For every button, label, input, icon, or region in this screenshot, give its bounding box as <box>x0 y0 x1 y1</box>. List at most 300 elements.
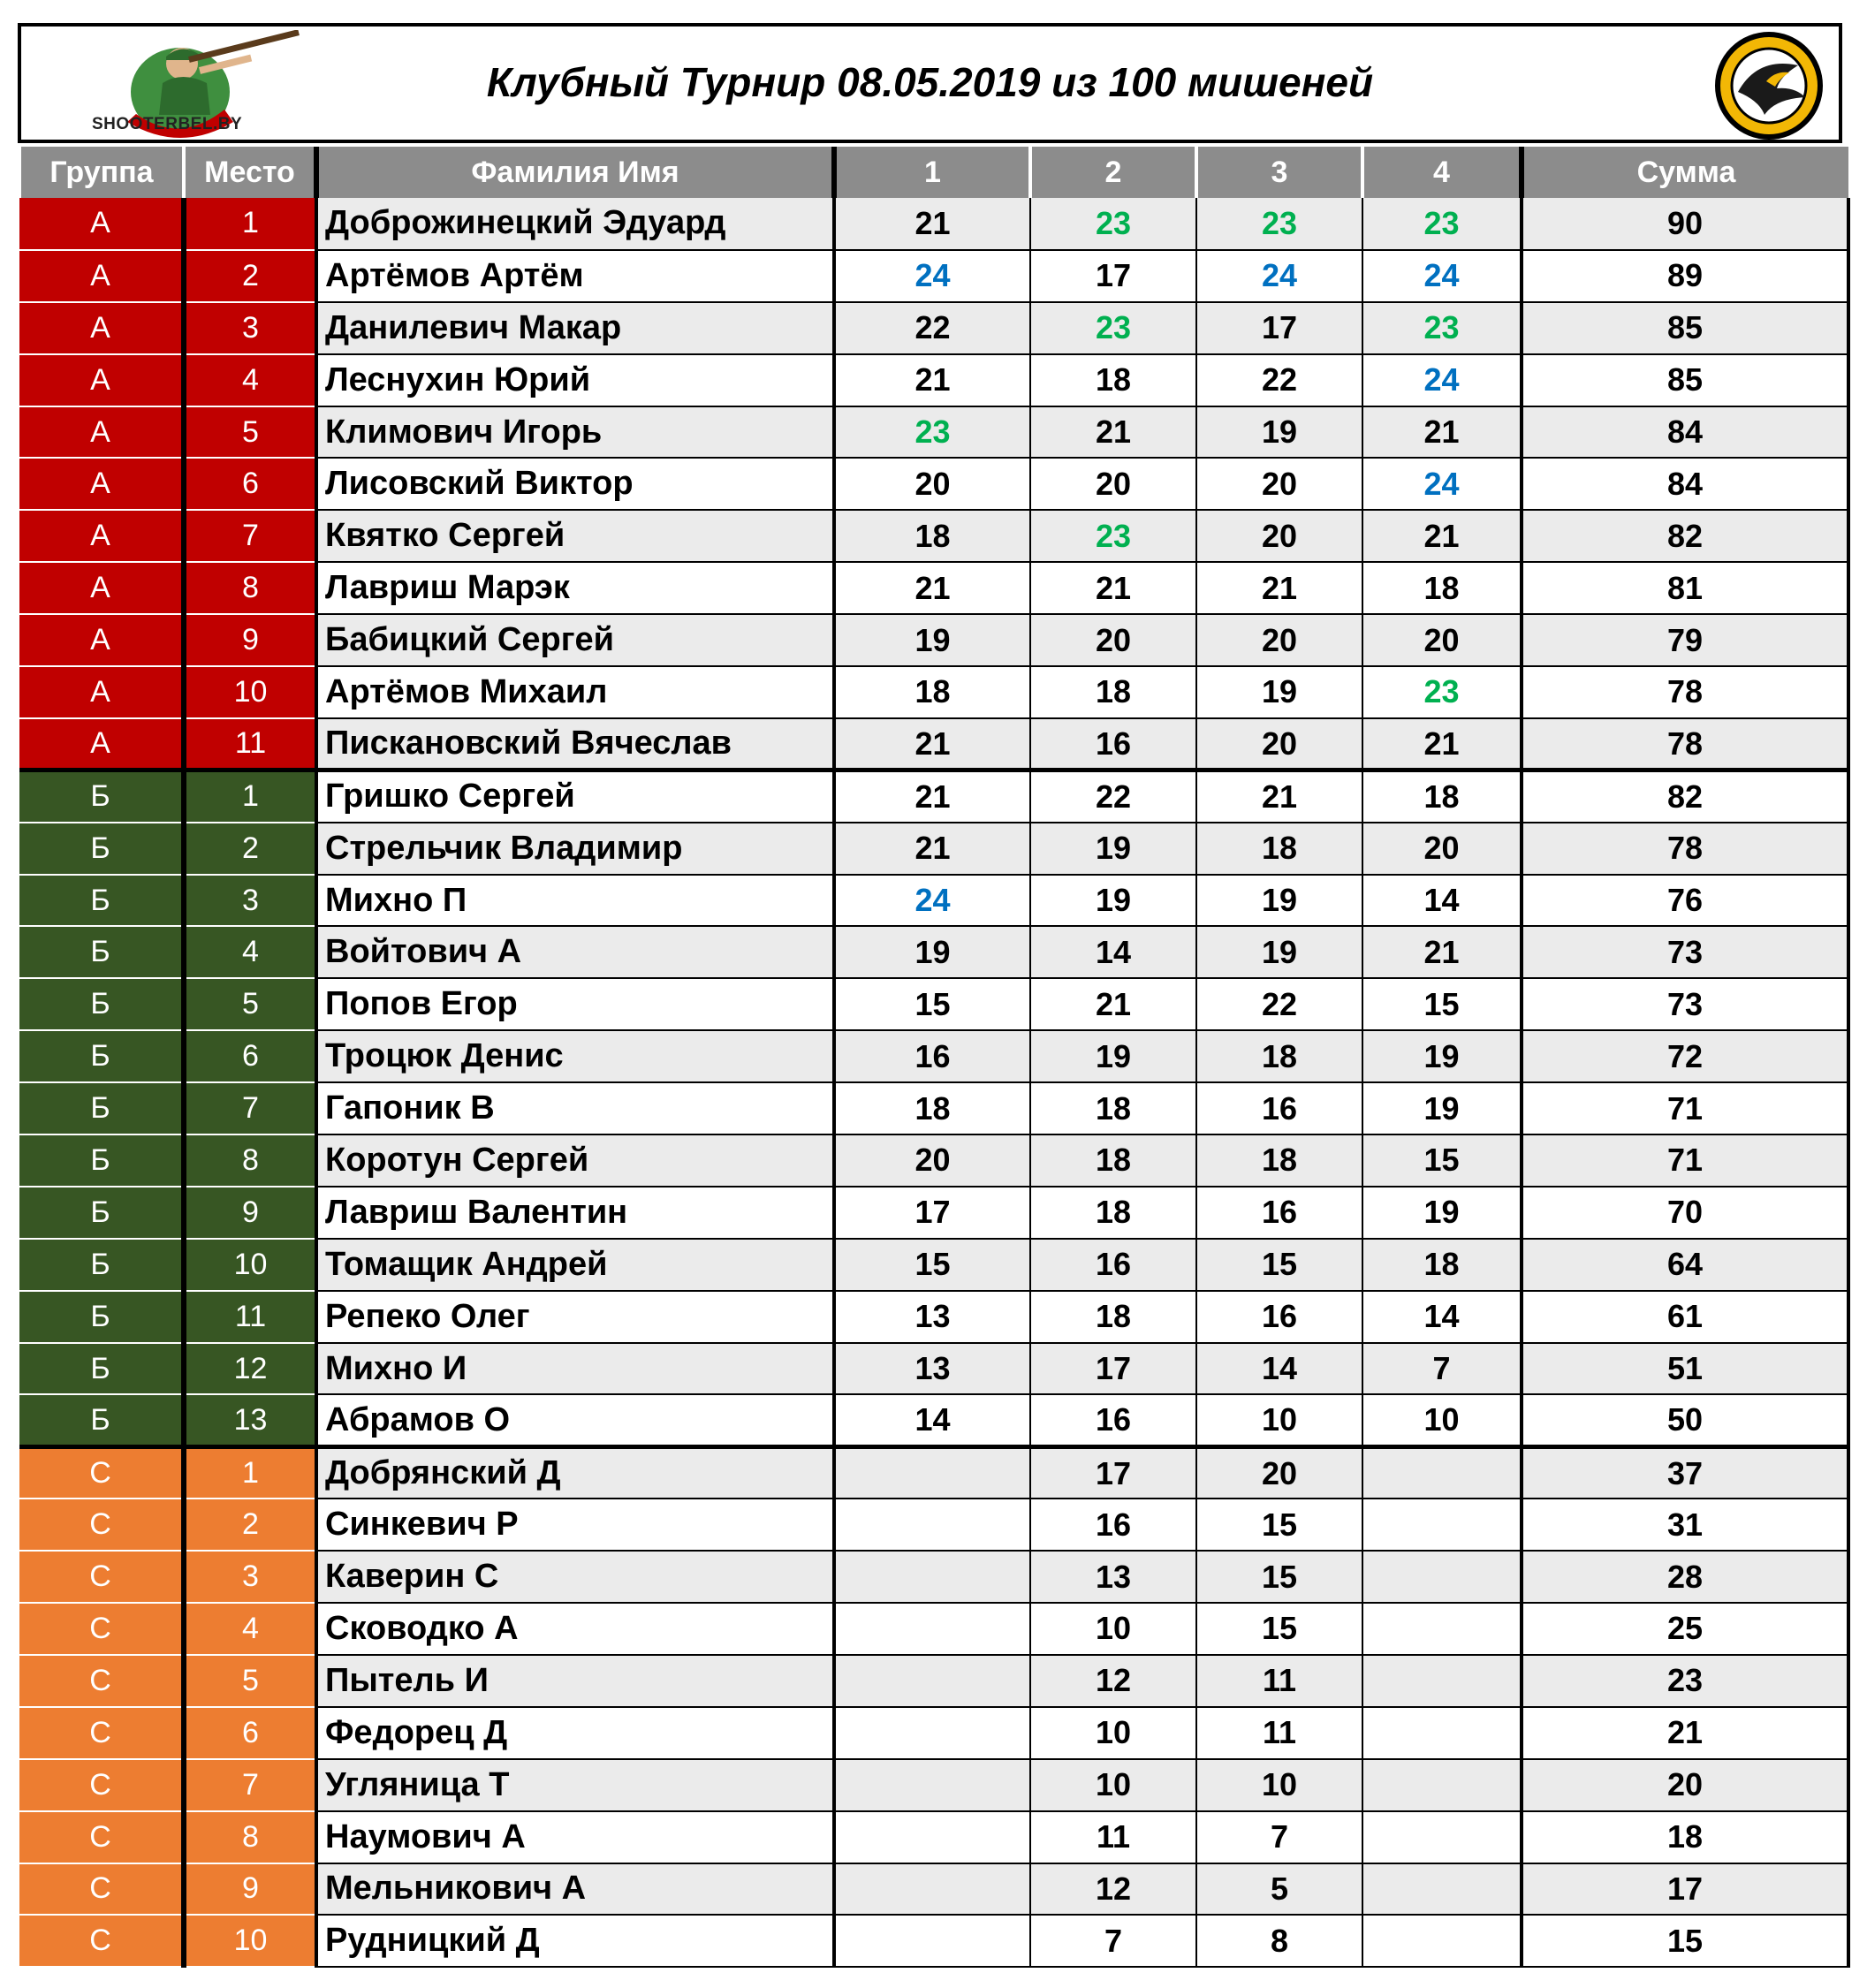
series-2-cell: 18 <box>1030 354 1196 406</box>
series-3-cell: 15 <box>1196 1551 1362 1603</box>
series-3-cell: 15 <box>1196 1239 1362 1291</box>
series-2-cell: 21 <box>1030 562 1196 614</box>
name-cell: Федорец Д <box>316 1707 834 1759</box>
sum-cell: 51 <box>1522 1343 1848 1395</box>
name-cell: Квятко Сергей <box>316 510 834 562</box>
group-cell: С <box>19 1551 184 1603</box>
series-1-cell: 14 <box>834 1394 1030 1446</box>
series-1-cell: 24 <box>834 875 1030 927</box>
results-body <box>19 198 1848 1967</box>
table-row <box>19 510 1848 562</box>
series-2-cell: 17 <box>1030 250 1196 302</box>
group-cell: С <box>19 1863 184 1916</box>
logo-left-text: SHOOTERBEL.BY <box>92 115 243 133</box>
sum-cell: 50 <box>1522 1394 1848 1446</box>
name-cell: Михно П <box>316 875 834 927</box>
group-cell: А <box>19 198 184 250</box>
sum-cell: 71 <box>1522 1134 1848 1187</box>
table-row <box>19 1863 1848 1916</box>
table-row <box>19 1446 1848 1499</box>
table-row <box>19 458 1848 510</box>
group-cell: Б <box>19 1134 184 1187</box>
series-4-cell: 20 <box>1362 614 1522 666</box>
place-cell: 5 <box>184 406 316 459</box>
series-2-cell: 7 <box>1030 1915 1196 1967</box>
series-2-cell: 16 <box>1030 1499 1196 1551</box>
series-4-cell <box>1362 1655 1522 1707</box>
series-2-cell: 16 <box>1030 1394 1196 1446</box>
table-header-row <box>19 147 1848 198</box>
series-2-cell: 12 <box>1030 1655 1196 1707</box>
sum-cell: 31 <box>1522 1499 1848 1551</box>
series-1-cell <box>834 1603 1030 1655</box>
series-4-cell: 18 <box>1362 770 1522 823</box>
series-4-cell <box>1362 1499 1522 1551</box>
table-row <box>19 1239 1848 1291</box>
sum-cell: 64 <box>1522 1239 1848 1291</box>
series-2-cell: 18 <box>1030 666 1196 718</box>
group-cell: С <box>19 1499 184 1551</box>
series-3-cell: 20 <box>1196 1446 1362 1499</box>
series-4-cell: 15 <box>1362 978 1522 1030</box>
series-4-cell: 21 <box>1362 510 1522 562</box>
name-cell: Абрамов О <box>316 1394 834 1446</box>
series-3-cell: 14 <box>1196 1343 1362 1395</box>
place-cell: 9 <box>184 614 316 666</box>
series-4-cell: 14 <box>1362 1291 1522 1343</box>
place-cell: 8 <box>184 1811 316 1863</box>
group-cell: С <box>19 1915 184 1967</box>
table-row <box>19 1343 1848 1395</box>
series-1-cell: 20 <box>834 458 1030 510</box>
group-cell: А <box>19 510 184 562</box>
group-cell: Б <box>19 1343 184 1395</box>
name-cell: Лисовский Виктор <box>316 458 834 510</box>
table-row <box>19 1915 1848 1967</box>
series-2-cell: 22 <box>1030 770 1196 823</box>
name-cell: Пискановский Вячеслав <box>316 718 834 770</box>
series-4-cell <box>1362 1915 1522 1967</box>
series-1-cell <box>834 1811 1030 1863</box>
series-3-cell: 10 <box>1196 1759 1362 1811</box>
col-header-series-2: 2 <box>1030 147 1196 198</box>
series-1-cell: 20 <box>834 1134 1030 1187</box>
place-cell: 6 <box>184 1707 316 1759</box>
sum-cell: 61 <box>1522 1291 1848 1343</box>
series-2-cell: 17 <box>1030 1343 1196 1395</box>
col-header-sum: Сумма <box>1522 147 1848 198</box>
series-4-cell: 19 <box>1362 1187 1522 1239</box>
sum-cell: 73 <box>1522 978 1848 1030</box>
series-4-cell: 7 <box>1362 1343 1522 1395</box>
series-2-cell: 10 <box>1030 1707 1196 1759</box>
table-row <box>19 666 1848 718</box>
series-2-cell: 19 <box>1030 823 1196 875</box>
series-4-cell: 23 <box>1362 302 1522 354</box>
place-cell: 5 <box>184 978 316 1030</box>
sum-cell: 78 <box>1522 823 1848 875</box>
group-cell: С <box>19 1811 184 1863</box>
group-cell: С <box>19 1707 184 1759</box>
sum-cell: 20 <box>1522 1759 1848 1811</box>
sum-cell: 81 <box>1522 562 1848 614</box>
place-cell: 7 <box>184 1759 316 1811</box>
table-row <box>19 770 1848 823</box>
name-cell: Лавриш Валентин <box>316 1187 834 1239</box>
table-row <box>19 1551 1848 1603</box>
series-1-cell <box>834 1915 1030 1967</box>
sum-cell: 85 <box>1522 354 1848 406</box>
place-cell: 9 <box>184 1863 316 1916</box>
name-cell: Климович Игорь <box>316 406 834 459</box>
sum-cell: 17 <box>1522 1863 1848 1916</box>
name-cell: Каверин С <box>316 1551 834 1603</box>
series-2-cell: 20 <box>1030 614 1196 666</box>
series-3-cell: 18 <box>1196 1030 1362 1082</box>
series-1-cell <box>834 1759 1030 1811</box>
series-4-cell: 21 <box>1362 926 1522 978</box>
series-1-cell: 13 <box>834 1291 1030 1343</box>
group-cell: Б <box>19 926 184 978</box>
series-1-cell: 19 <box>834 926 1030 978</box>
series-1-cell <box>834 1446 1030 1499</box>
series-4-cell: 14 <box>1362 875 1522 927</box>
series-1-cell: 21 <box>834 718 1030 770</box>
series-3-cell: 22 <box>1196 978 1362 1030</box>
place-cell: 7 <box>184 510 316 562</box>
place-cell: 3 <box>184 302 316 354</box>
series-1-cell: 19 <box>834 614 1030 666</box>
series-3-cell: 16 <box>1196 1291 1362 1343</box>
series-3-cell: 19 <box>1196 666 1362 718</box>
place-cell: 4 <box>184 354 316 406</box>
group-cell: Б <box>19 770 184 823</box>
table-row <box>19 926 1848 978</box>
series-4-cell: 20 <box>1362 823 1522 875</box>
group-cell: С <box>19 1759 184 1811</box>
series-2-cell: 14 <box>1030 926 1196 978</box>
series-3-cell: 19 <box>1196 406 1362 459</box>
col-header-series-1: 1 <box>834 147 1030 198</box>
sum-cell: 79 <box>1522 614 1848 666</box>
table-row <box>19 198 1848 250</box>
place-cell: 6 <box>184 1030 316 1082</box>
series-4-cell <box>1362 1446 1522 1499</box>
group-cell: Б <box>19 875 184 927</box>
name-cell: Бабицкий Сергей <box>316 614 834 666</box>
table-row <box>19 1499 1848 1551</box>
table-row <box>19 978 1848 1030</box>
series-1-cell <box>834 1551 1030 1603</box>
name-cell: Томащик Андрей <box>316 1239 834 1291</box>
sum-cell: 84 <box>1522 458 1848 510</box>
series-4-cell: 21 <box>1362 406 1522 459</box>
sum-cell: 89 <box>1522 250 1848 302</box>
series-2-cell: 18 <box>1030 1291 1196 1343</box>
series-3-cell: 18 <box>1196 1134 1362 1187</box>
group-cell: А <box>19 614 184 666</box>
name-cell: Угляница Т <box>316 1759 834 1811</box>
series-3-cell: 17 <box>1196 302 1362 354</box>
series-2-cell: 18 <box>1030 1134 1196 1187</box>
table-row <box>19 406 1848 459</box>
name-cell: Мельникович А <box>316 1863 834 1916</box>
series-1-cell: 18 <box>834 666 1030 718</box>
table-row <box>19 1655 1848 1707</box>
sum-cell: 85 <box>1522 302 1848 354</box>
series-3-cell: 8 <box>1196 1915 1362 1967</box>
series-3-cell: 20 <box>1196 614 1362 666</box>
name-cell: Гапоник В <box>316 1082 834 1134</box>
table-row <box>19 1134 1848 1187</box>
series-2-cell: 13 <box>1030 1551 1196 1603</box>
series-1-cell: 21 <box>834 198 1030 250</box>
sum-cell: 37 <box>1522 1446 1848 1499</box>
name-cell: Артёмов Артём <box>316 250 834 302</box>
sum-cell: 82 <box>1522 510 1848 562</box>
place-cell: 1 <box>184 198 316 250</box>
series-2-cell: 19 <box>1030 875 1196 927</box>
series-1-cell: 17 <box>834 1187 1030 1239</box>
series-3-cell: 23 <box>1196 198 1362 250</box>
series-2-cell: 16 <box>1030 1239 1196 1291</box>
series-3-cell: 22 <box>1196 354 1362 406</box>
series-3-cell: 7 <box>1196 1811 1362 1863</box>
table-row <box>19 1030 1848 1082</box>
series-1-cell <box>834 1655 1030 1707</box>
col-header-series-4: 4 <box>1362 147 1522 198</box>
series-1-cell: 15 <box>834 978 1030 1030</box>
table-row <box>19 1394 1848 1446</box>
place-cell: 8 <box>184 1134 316 1187</box>
series-4-cell: 18 <box>1362 1239 1522 1291</box>
name-cell: Данилевич Макар <box>316 302 834 354</box>
series-3-cell: 19 <box>1196 875 1362 927</box>
place-cell: 3 <box>184 1551 316 1603</box>
group-cell: С <box>19 1603 184 1655</box>
series-2-cell: 18 <box>1030 1187 1196 1239</box>
group-cell: Б <box>19 1239 184 1291</box>
series-4-cell: 24 <box>1362 458 1522 510</box>
sum-cell: 72 <box>1522 1030 1848 1082</box>
sum-cell: 84 <box>1522 406 1848 459</box>
series-1-cell: 13 <box>834 1343 1030 1395</box>
sum-cell: 78 <box>1522 718 1848 770</box>
series-1-cell: 18 <box>834 510 1030 562</box>
series-4-cell: 19 <box>1362 1082 1522 1134</box>
page-title: Клубный Турнир 08.05.2019 из 100 мишеней <box>486 59 1374 105</box>
place-cell: 2 <box>184 1499 316 1551</box>
series-2-cell: 18 <box>1030 1082 1196 1134</box>
group-cell: Б <box>19 823 184 875</box>
sum-cell: 23 <box>1522 1655 1848 1707</box>
place-cell: 2 <box>184 250 316 302</box>
group-cell: А <box>19 354 184 406</box>
series-4-cell: 21 <box>1362 718 1522 770</box>
series-4-cell <box>1362 1603 1522 1655</box>
series-3-cell: 18 <box>1196 823 1362 875</box>
name-cell: Артёмов Михаил <box>316 666 834 718</box>
series-2-cell: 23 <box>1030 510 1196 562</box>
table-row <box>19 354 1848 406</box>
series-2-cell: 20 <box>1030 458 1196 510</box>
series-1-cell: 22 <box>834 302 1030 354</box>
table-row <box>19 614 1848 666</box>
sum-cell: 73 <box>1522 926 1848 978</box>
series-3-cell: 20 <box>1196 718 1362 770</box>
place-cell: 12 <box>184 1343 316 1395</box>
series-2-cell: 23 <box>1030 198 1196 250</box>
name-cell: Михно И <box>316 1343 834 1395</box>
place-cell: 3 <box>184 875 316 927</box>
place-cell: 8 <box>184 562 316 614</box>
col-header-series-3: 3 <box>1196 147 1362 198</box>
series-4-cell: 23 <box>1362 666 1522 718</box>
series-3-cell: 16 <box>1196 1082 1362 1134</box>
series-4-cell <box>1362 1759 1522 1811</box>
table-row <box>19 302 1848 354</box>
series-4-cell: 23 <box>1362 198 1522 250</box>
table-row <box>19 1811 1848 1863</box>
name-cell: Синкевич Р <box>316 1499 834 1551</box>
table-row <box>19 1707 1848 1759</box>
place-cell: 2 <box>184 823 316 875</box>
sum-cell: 78 <box>1522 666 1848 718</box>
table-row <box>19 1082 1848 1134</box>
series-4-cell <box>1362 1707 1522 1759</box>
series-3-cell: 11 <box>1196 1707 1362 1759</box>
name-cell: Наумович А <box>316 1811 834 1863</box>
name-cell: Репеко Олег <box>316 1291 834 1343</box>
results-table <box>18 147 1850 1968</box>
name-cell: Попов Егор <box>316 978 834 1030</box>
table-row <box>19 1291 1848 1343</box>
place-cell: 10 <box>184 1915 316 1967</box>
name-cell: Рудницкий Д <box>316 1915 834 1967</box>
name-cell: Лавриш Марэк <box>316 562 834 614</box>
series-3-cell: 15 <box>1196 1499 1362 1551</box>
series-4-cell <box>1362 1551 1522 1603</box>
series-1-cell: 21 <box>834 770 1030 823</box>
group-cell: С <box>19 1446 184 1499</box>
name-cell: Войтович А <box>316 926 834 978</box>
place-cell: 11 <box>184 718 316 770</box>
series-3-cell: 24 <box>1196 250 1362 302</box>
sum-cell: 90 <box>1522 198 1848 250</box>
name-cell: Гришко Сергей <box>316 770 834 823</box>
table-row <box>19 718 1848 770</box>
series-2-cell: 16 <box>1030 718 1196 770</box>
sum-cell: 18 <box>1522 1811 1848 1863</box>
series-4-cell: 15 <box>1362 1134 1522 1187</box>
place-cell: 6 <box>184 458 316 510</box>
name-cell: Коротун Сергей <box>316 1134 834 1187</box>
place-cell: 4 <box>184 926 316 978</box>
table-row <box>19 875 1848 927</box>
series-1-cell <box>834 1707 1030 1759</box>
group-cell: Б <box>19 1291 184 1343</box>
group-cell: А <box>19 250 184 302</box>
series-3-cell: 11 <box>1196 1655 1362 1707</box>
series-3-cell: 21 <box>1196 770 1362 823</box>
series-1-cell: 21 <box>834 354 1030 406</box>
place-cell: 10 <box>184 1239 316 1291</box>
series-3-cell: 20 <box>1196 510 1362 562</box>
group-cell: Б <box>19 1187 184 1239</box>
series-2-cell: 11 <box>1030 1811 1196 1863</box>
series-2-cell: 10 <box>1030 1759 1196 1811</box>
name-cell: Сководко А <box>316 1603 834 1655</box>
series-4-cell <box>1362 1863 1522 1916</box>
series-4-cell: 10 <box>1362 1394 1522 1446</box>
col-header-name: Фамилия Имя <box>316 147 834 198</box>
place-cell: 9 <box>184 1187 316 1239</box>
series-3-cell: 21 <box>1196 562 1362 614</box>
group-cell: А <box>19 718 184 770</box>
name-cell: Доброжинецкий Эдуард <box>316 198 834 250</box>
series-2-cell: 12 <box>1030 1863 1196 1916</box>
place-cell: 1 <box>184 1446 316 1499</box>
header-banner <box>18 23 1842 143</box>
sum-cell: 21 <box>1522 1707 1848 1759</box>
sum-cell: 82 <box>1522 770 1848 823</box>
series-4-cell <box>1362 1811 1522 1863</box>
series-3-cell: 5 <box>1196 1863 1362 1916</box>
sum-cell: 76 <box>1522 875 1848 927</box>
place-cell: 4 <box>184 1603 316 1655</box>
group-cell: Б <box>19 1394 184 1446</box>
group-cell: Б <box>19 978 184 1030</box>
place-cell: 1 <box>184 770 316 823</box>
series-4-cell: 24 <box>1362 354 1522 406</box>
name-cell: Добрянский Д <box>316 1446 834 1499</box>
place-cell: 13 <box>184 1394 316 1446</box>
place-cell: 11 <box>184 1291 316 1343</box>
series-1-cell: 24 <box>834 250 1030 302</box>
table-row <box>19 1603 1848 1655</box>
group-cell: С <box>19 1655 184 1707</box>
col-header-place: Место <box>184 147 316 198</box>
table-row <box>19 823 1848 875</box>
series-3-cell: 16 <box>1196 1187 1362 1239</box>
sum-cell: 71 <box>1522 1082 1848 1134</box>
table-row <box>19 1187 1848 1239</box>
place-cell: 7 <box>184 1082 316 1134</box>
series-4-cell: 18 <box>1362 562 1522 614</box>
series-1-cell <box>834 1499 1030 1551</box>
group-cell: А <box>19 458 184 510</box>
series-1-cell: 23 <box>834 406 1030 459</box>
group-cell: А <box>19 406 184 459</box>
table-row <box>19 250 1848 302</box>
results-sheet <box>18 23 1847 1967</box>
col-header-group: Группа <box>19 147 184 198</box>
series-4-cell: 24 <box>1362 250 1522 302</box>
series-2-cell: 23 <box>1030 302 1196 354</box>
group-cell: А <box>19 562 184 614</box>
series-3-cell: 10 <box>1196 1394 1362 1446</box>
name-cell: Стрельчик Владимир <box>316 823 834 875</box>
series-1-cell: 15 <box>834 1239 1030 1291</box>
name-cell: Троцюк Денис <box>316 1030 834 1082</box>
sum-cell: 15 <box>1522 1915 1848 1967</box>
group-cell: А <box>19 302 184 354</box>
series-3-cell: 20 <box>1196 458 1362 510</box>
sum-cell: 25 <box>1522 1603 1848 1655</box>
group-cell: Б <box>19 1030 184 1082</box>
group-cell: А <box>19 666 184 718</box>
club-emblem-icon <box>1713 30 1825 141</box>
